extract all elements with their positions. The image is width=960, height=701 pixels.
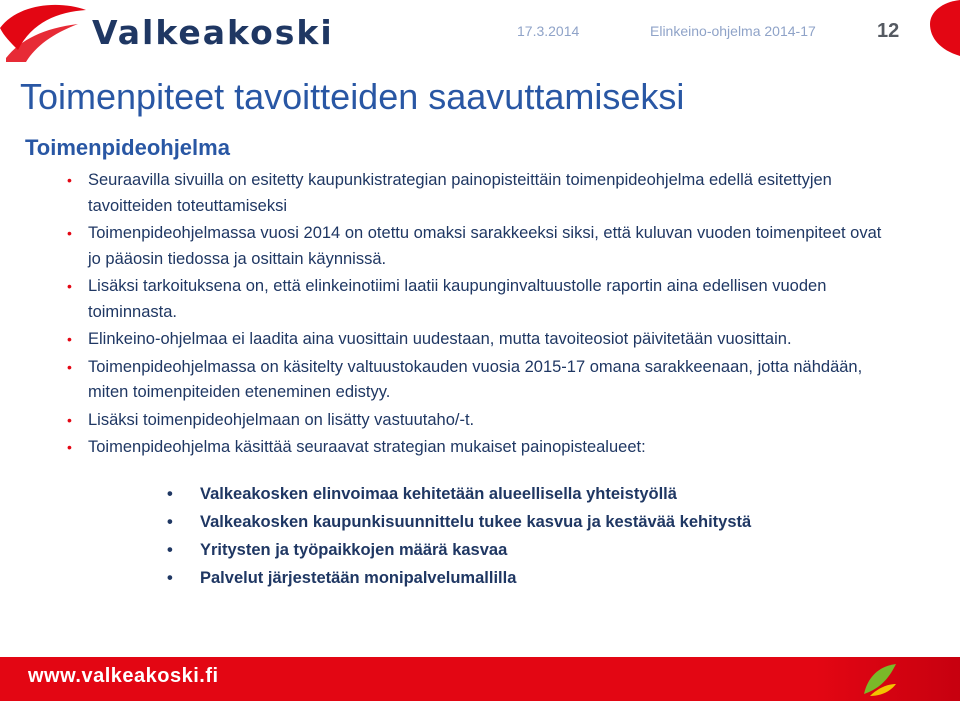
- bullet-item: [67, 327, 882, 353]
- green-leaf-icon: [862, 662, 898, 698]
- bullet-text: Elinkeino-ohjelmaa ei laadita aina vuosittain uudestaan, mutta tavoiteosiot päivitetään vuosittain.: [88, 330, 792, 348]
- footer-website-link[interactable]: www.valkeakoski.fi: [28, 665, 219, 687]
- bullet-text: Toimenpideohjelma käsittää seuraavat strategian mukaiset painopistealueet:: [88, 438, 646, 456]
- slide-header-title: Elinkeino-ohjelma 2014-17: [650, 23, 816, 39]
- focus-area-text: Yritysten ja työpaikkojen määrä kasvaa: [200, 541, 508, 559]
- bullet-item: [67, 221, 882, 272]
- focus-area-item: [167, 480, 751, 508]
- slide-date: 17.3.2014: [517, 23, 580, 39]
- bullet-dot-icon: •: [167, 513, 173, 531]
- bullet-text: Seuraavilla sivuilla on esitetty kaupunkistrategian painopisteittäin toimenpideohjelma edellä esitettyjen tavoitteiden toteuttamiseksi: [88, 171, 832, 215]
- focus-area-text: Valkeakosken elinvoimaa kehitetään alueellisella yhteistyöllä: [200, 485, 677, 503]
- bullet-dot-icon: •: [167, 569, 173, 587]
- bullet-text: Toimenpideohjelmassa vuosi 2014 on otettu omaksi sarakkeeksi siksi, että kuluvan vuoden toimenpiteet ovat jo pääosin tiedossa ja osittain käynnissä.: [88, 224, 882, 268]
- bullet-item: [67, 355, 882, 406]
- bullet-dot-icon: •: [67, 278, 72, 294]
- bullet-item: [67, 408, 882, 434]
- bullet-text: Lisäksi tarkoituksena on, että elinkeinotiimi laatii kaupunginvaltuustolle raportin aina edellisen vuoden toiminnasta.: [88, 277, 827, 321]
- focus-area-list: [167, 480, 751, 592]
- focus-area-item: [167, 536, 751, 564]
- bullet-dot-icon: •: [67, 411, 72, 428]
- red-arc-icon: [928, 0, 960, 56]
- slide-subtitle: Toimenpideohjelma: [25, 135, 230, 160]
- logo-wordmark: Valkeakoski: [92, 13, 334, 52]
- bullet-dot-icon: •: [67, 439, 72, 455]
- slide-title: Toimenpiteet tavoitteiden saavuttamiseksi: [20, 76, 685, 117]
- bullet-item: [67, 274, 882, 325]
- bullet-dot-icon: •: [67, 358, 72, 375]
- focus-area-item: [167, 564, 751, 592]
- page-number: 12: [877, 20, 900, 42]
- bullet-dot-icon: •: [67, 225, 72, 241]
- focus-area-item: [167, 508, 751, 536]
- bullet-item: [67, 435, 882, 461]
- bullet-item: [67, 168, 882, 219]
- focus-area-text: Palvelut järjestetään monipalvelumallilla: [200, 569, 517, 587]
- bullet-text: Toimenpideohjelmassa on käsitelty valtuustokauden vuosia 2015-17 omana sarakkeenaan, jotta nähdään, miten toimenpiteiden eteneminen edistyy.: [88, 357, 863, 401]
- bullet-dot-icon: •: [67, 331, 72, 347]
- focus-area-text: Valkeakosken kaupunkisuunnittelu tukee kasvua ja kestävää kehitystä: [200, 513, 752, 531]
- city-logo: [0, 0, 350, 62]
- bullet-text: Lisäksi toimenpideohjelmaan on lisätty vastuutaho/-t.: [88, 410, 475, 429]
- bullet-dot-icon: •: [67, 172, 72, 188]
- bullet-dot-icon: •: [167, 485, 173, 503]
- bullet-list: [67, 168, 882, 461]
- bullet-dot-icon: •: [167, 541, 173, 559]
- logo-mark-icon: [0, 0, 90, 62]
